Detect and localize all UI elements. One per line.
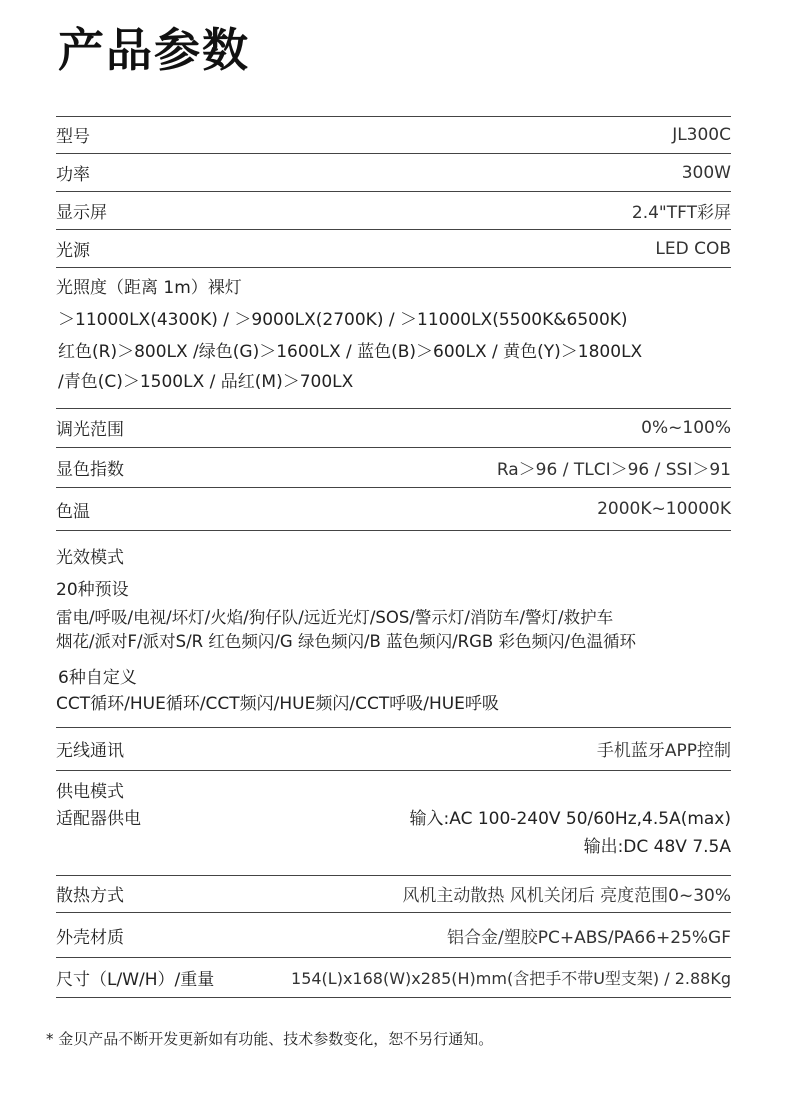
spec-row-model: [56, 116, 731, 154]
spec-value: 2000K~10000K: [597, 499, 731, 519]
spec-label: 尺寸（L/W/H）/重量: [56, 970, 215, 990]
spec-value: 154(L)x168(W)x285(H)mm(含把手不带U型支架) / 2.88Kg: [291, 969, 731, 988]
spec-label: 色温: [56, 501, 90, 522]
spec-label: 外壳材质: [56, 927, 124, 948]
illuminance-white: ＞11000LX(4300K) / ＞9000LX(2700K) / ＞11000LX(5500K&6500K): [58, 310, 628, 330]
spec-row-light-source: [56, 230, 731, 268]
spec-row-cri: [56, 448, 731, 488]
effects-custom-title: 6种自定义: [58, 668, 137, 688]
spec-table: [56, 116, 731, 268]
spec-value: LED COB: [655, 238, 731, 259]
spec-value: 铝合金/塑胶PC+ABS/PA66+25%GF: [446, 927, 731, 948]
spec-value: Ra＞96 / TLCI＞96 / SSI＞91: [496, 460, 731, 480]
power-supply-label: 供电模式: [56, 782, 124, 802]
power-supply-sub-label: 适配器供电: [56, 809, 141, 829]
spec-label: 调光范围: [56, 420, 124, 440]
spec-table: [56, 727, 731, 771]
spec-row-display: [56, 192, 731, 230]
spec-table: [56, 875, 731, 998]
spec-row-dimming: [56, 408, 731, 448]
spec-value: 风机主动散热 风机关闭后 亮度范围0~30%: [402, 886, 731, 906]
spec-row-cct: [56, 488, 731, 531]
illuminance-rgb: 红色(R)＞800LX /绿色(G)＞1600LX / 蓝色(B)＞600LX / 黄色(Y)＞1800LX: [58, 342, 643, 362]
effects-preset-title: 20种预设: [56, 580, 129, 600]
spec-row-material: [56, 913, 731, 958]
spec-row-wireless: [56, 727, 731, 771]
spec-row-cooling: [56, 875, 731, 913]
spec-value: 手机蓝牙APP控制: [596, 741, 731, 761]
illuminance-label: 光照度（距离 1m）裸灯: [56, 278, 242, 298]
spec-label: 显示屏: [56, 203, 107, 223]
spec-value: 300W: [681, 162, 731, 183]
spec-label: 型号: [56, 127, 90, 147]
spec-label: 散热方式: [56, 886, 124, 906]
effects-label: 光效模式: [56, 548, 124, 568]
power-supply-input: 输入:AC 100-240V 50/60Hz,4.5A(max): [409, 809, 731, 829]
spec-label: 显色指数: [56, 460, 124, 480]
spec-row-size-weight: [56, 958, 731, 998]
spec-label: 功率: [56, 165, 90, 185]
spec-value: JL300C: [672, 124, 731, 145]
spec-value: 0%~100%: [641, 417, 731, 438]
spec-label: 光源: [56, 241, 90, 261]
power-supply-output: 输出:DC 48V 7.5A: [583, 837, 731, 857]
effects-preset-list: 雷电/呼吸/电视/坏灯/火焰/狗仔队/远近光灯/SOS/警示灯/消防车/警灯/救护车: [56, 608, 614, 627]
effects-preset-list: 烟花/派对F/派对S/R 红色频闪/G 绿色频闪/B 蓝色频闪/RGB 彩色频闪/色温循环: [56, 632, 636, 651]
spec-value: 2.4"TFT彩屏: [631, 203, 731, 223]
spec-row-power: [56, 154, 731, 192]
spec-label: 无线通讯: [56, 741, 124, 761]
page-title: 产品参数: [58, 23, 250, 77]
spec-table: [56, 408, 731, 531]
footnote: * 金贝产品不断开发更新如有功能、技术参数变化，恕不另行通知。: [46, 1030, 494, 1048]
effects-custom-list: CCT循环/HUE循环/CCT频闪/HUE频闪/CCT呼吸/HUE呼吸: [56, 694, 499, 714]
illuminance-cmy: /青色(C)＞1500LX / 品红(M)＞700LX: [58, 372, 354, 392]
